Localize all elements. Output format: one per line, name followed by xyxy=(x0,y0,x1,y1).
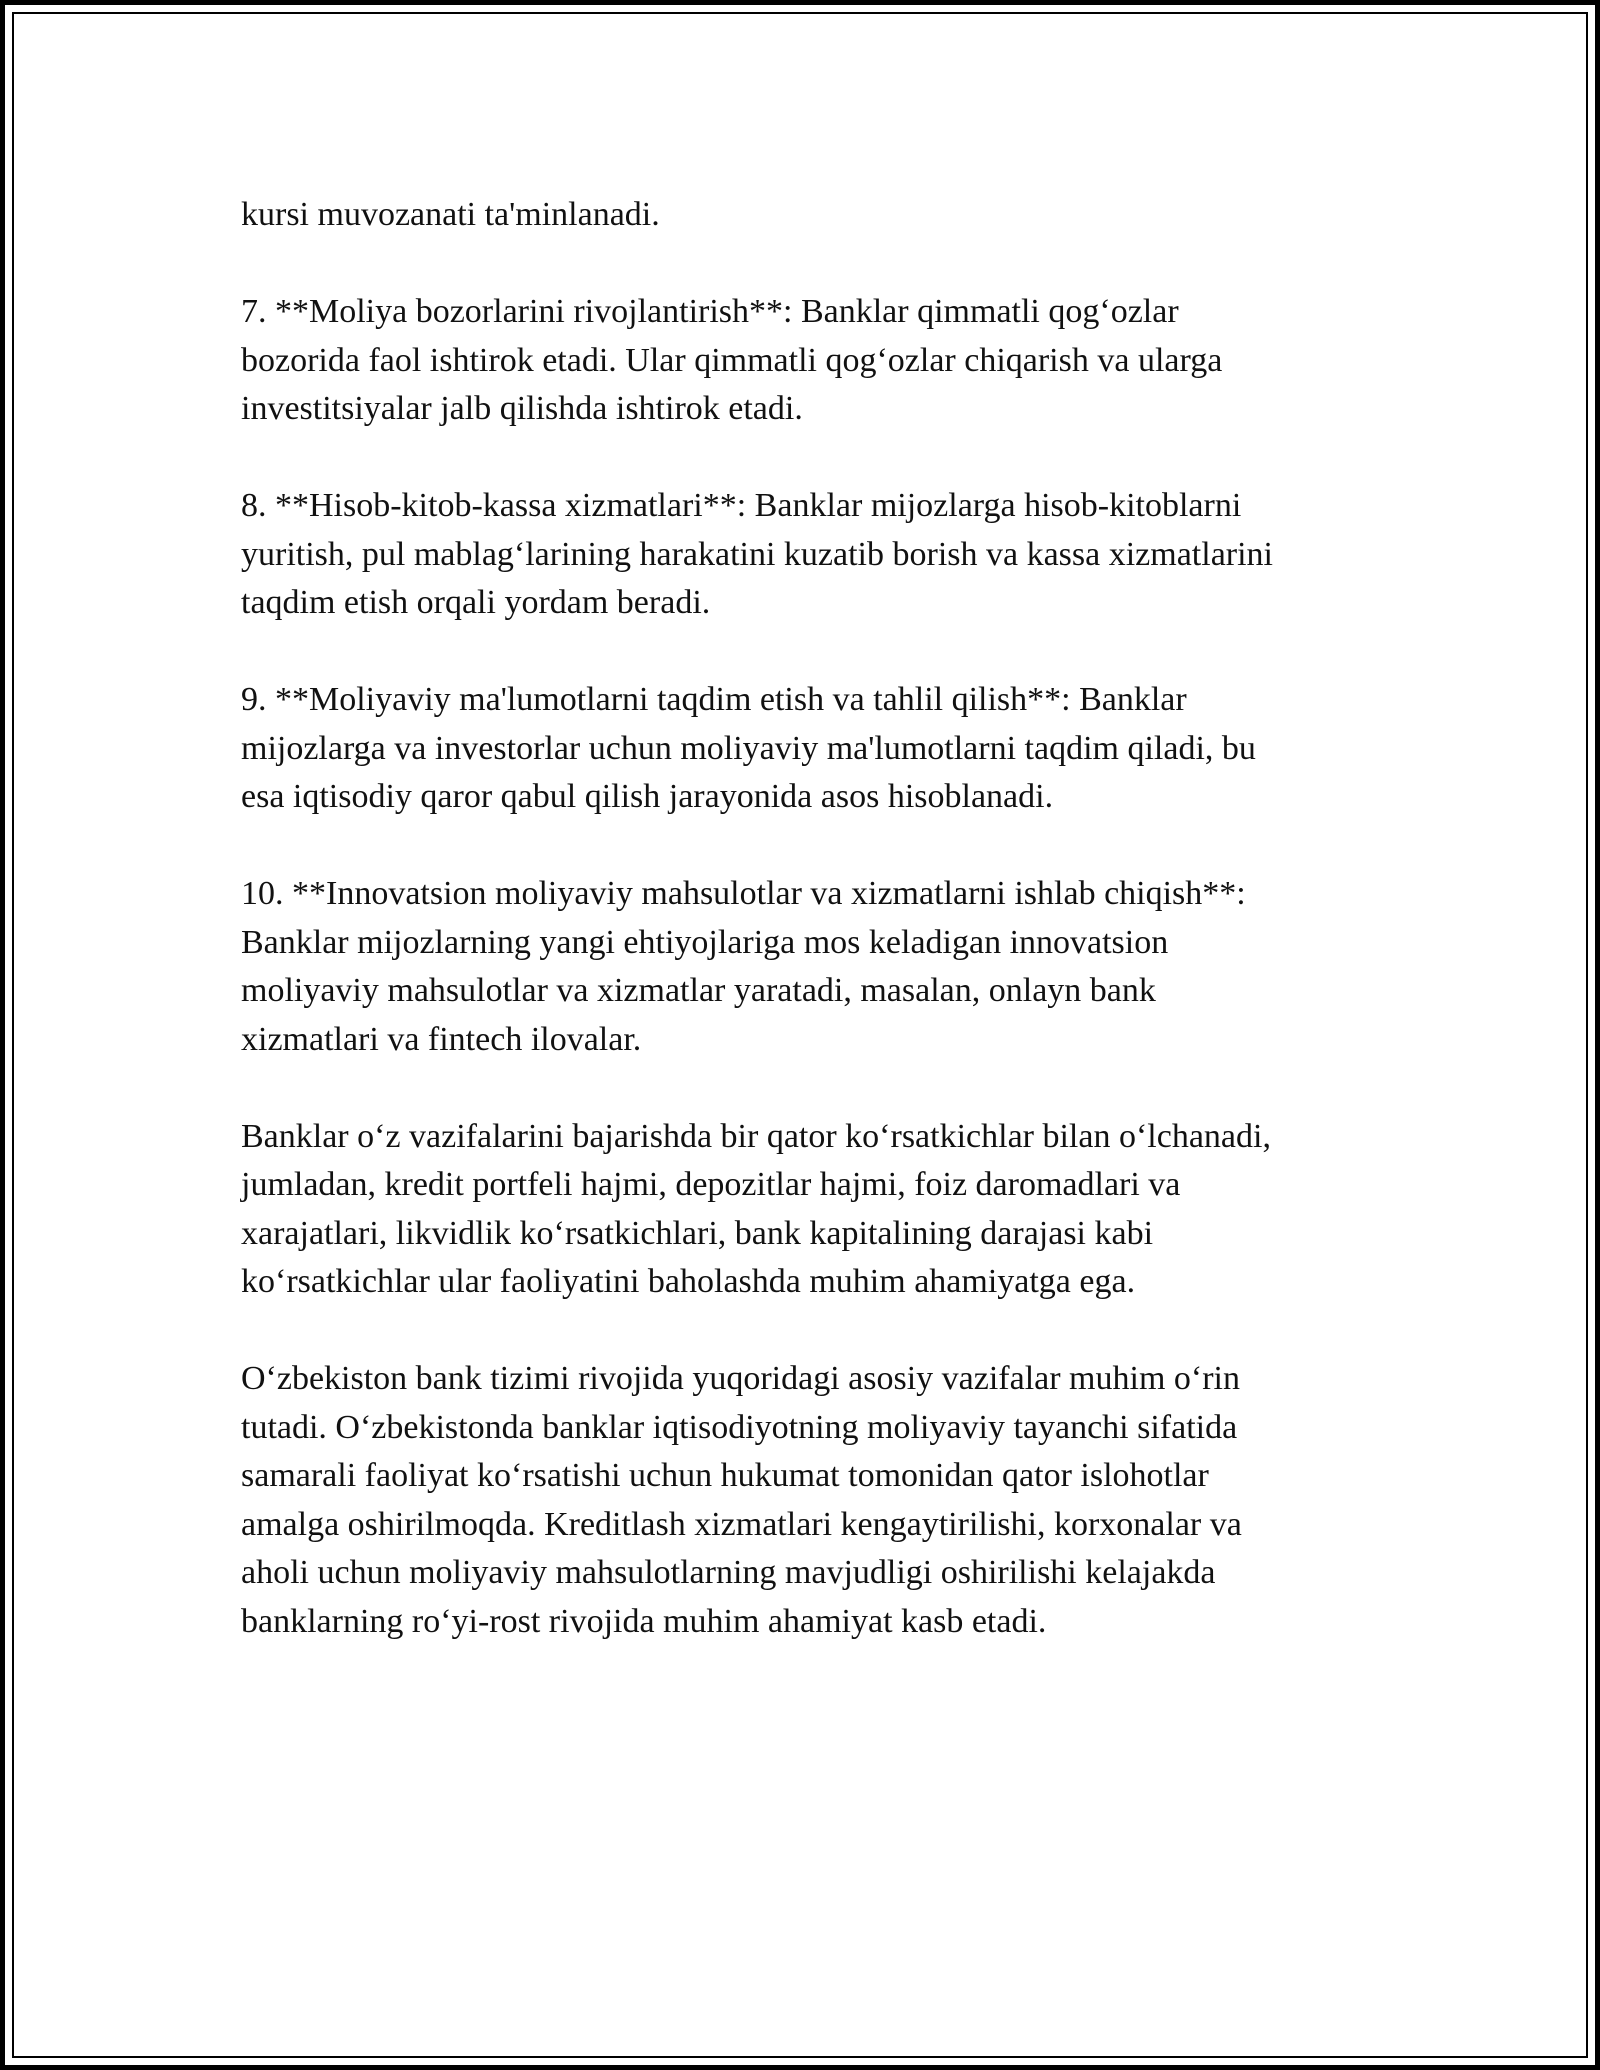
text-line: 8. **Hisob-kitob-kassa xizmatlari**: Banklar mijozlarga hisob-kitoblarni xyxy=(241,487,1242,524)
text-line: 7. **Moliya bozorlarini rivojlantirish**: Banklar qimmatli qog‘ozlar xyxy=(241,293,1179,330)
text-line: jumladan, kredit portfeli hajmi, depozitlar hajmi, foiz daromadlari va xyxy=(241,1166,1181,1203)
paragraph-item-8 xyxy=(241,482,1371,628)
text-line: mijozlarga va investorlar uchun moliyaviy ma'lumotlarni taqdim qiladi, bu xyxy=(241,729,1256,767)
text-line: O‘zbekiston bank tizimi rivojida yuqoridagi asosiy vazifalar muhim o‘rin xyxy=(241,1360,1240,1397)
text-line: xizmatlari va fintech ilovalar. xyxy=(241,1020,642,1058)
text-line: taqdim etish orqali yordam beradi. xyxy=(241,584,711,621)
text-line: aholi uchun moliyaviy mahsulotlarning mavjudligi oshirilishi kelajakda xyxy=(241,1554,1216,1591)
text-line: yuritish, pul mablag‘larining harakatini kuzatib borish va kassa xizmatlarini xyxy=(241,535,1274,573)
text-line: banklarning ro‘yi-rost rivojida muhim ahamiyat kasb etadi. xyxy=(241,1602,1047,1640)
text-line: bozorida faol ishtirok etadi. Ular qimmatli qog‘ozlar chiqarish va ularga xyxy=(241,341,1223,379)
paragraph-item-9 xyxy=(241,676,1371,822)
text-line: 9. **Moliyaviy ma'lumotlarni taqdim etish va tahlil qilish**: Banklar xyxy=(241,681,1187,718)
paragraph-item-7 xyxy=(241,288,1371,434)
paragraph-continuation xyxy=(241,191,1371,240)
text-line: amalga oshirilmoqda. Kreditlash xizmatlari kengaytirilishi, korxonalar va xyxy=(241,1505,1242,1543)
text-line: tutadi. O‘zbekistonda banklar iqtisodiyotning moliyaviy tayanchi sifatida xyxy=(241,1408,1238,1446)
text-line: samarali faoliyat ko‘rsatishi uchun hukumat tomonidan qator islohotlar xyxy=(241,1457,1209,1494)
text-line: ko‘rsatkichlar ular faoliyatini baholashda muhim ahamiyatga ega. xyxy=(241,1263,1136,1300)
text-line: Banklar mijozlarning yangi ehtiyojlariga mos keladigan innovatsion xyxy=(241,923,1169,961)
paragraph-uzbekistan xyxy=(241,1355,1371,1646)
text-line: esa iqtisodiy qaror qabul qilish jarayonida asos hisoblanadi. xyxy=(241,778,1054,815)
text-line: kursi muvozanati ta'minlanadi. xyxy=(241,196,660,233)
paragraph-indicators xyxy=(241,1113,1371,1307)
text-line: Banklar o‘z vazifalarini bajarishda bir qator ko‘rsatkichlar bilan o‘lchanadi, xyxy=(241,1117,1271,1155)
text-line: 10. **Innovatsion moliyaviy mahsulotlar va xizmatlarni ishlab chiqish**: xyxy=(241,875,1246,912)
text-line: moliyaviy mahsulotlar va xizmatlar yaratadi, masalan, onlayn bank xyxy=(241,972,1156,1009)
document-body xyxy=(241,191,1371,1695)
paragraph-item-10 xyxy=(241,870,1371,1064)
text-line: xarajatlari, likvidlik ko‘rsatkichlari, bank kapitalining darajasi kabi xyxy=(241,1214,1154,1252)
text-line: investitsiyalar jalb qilishda ishtirok etadi. xyxy=(241,390,803,427)
